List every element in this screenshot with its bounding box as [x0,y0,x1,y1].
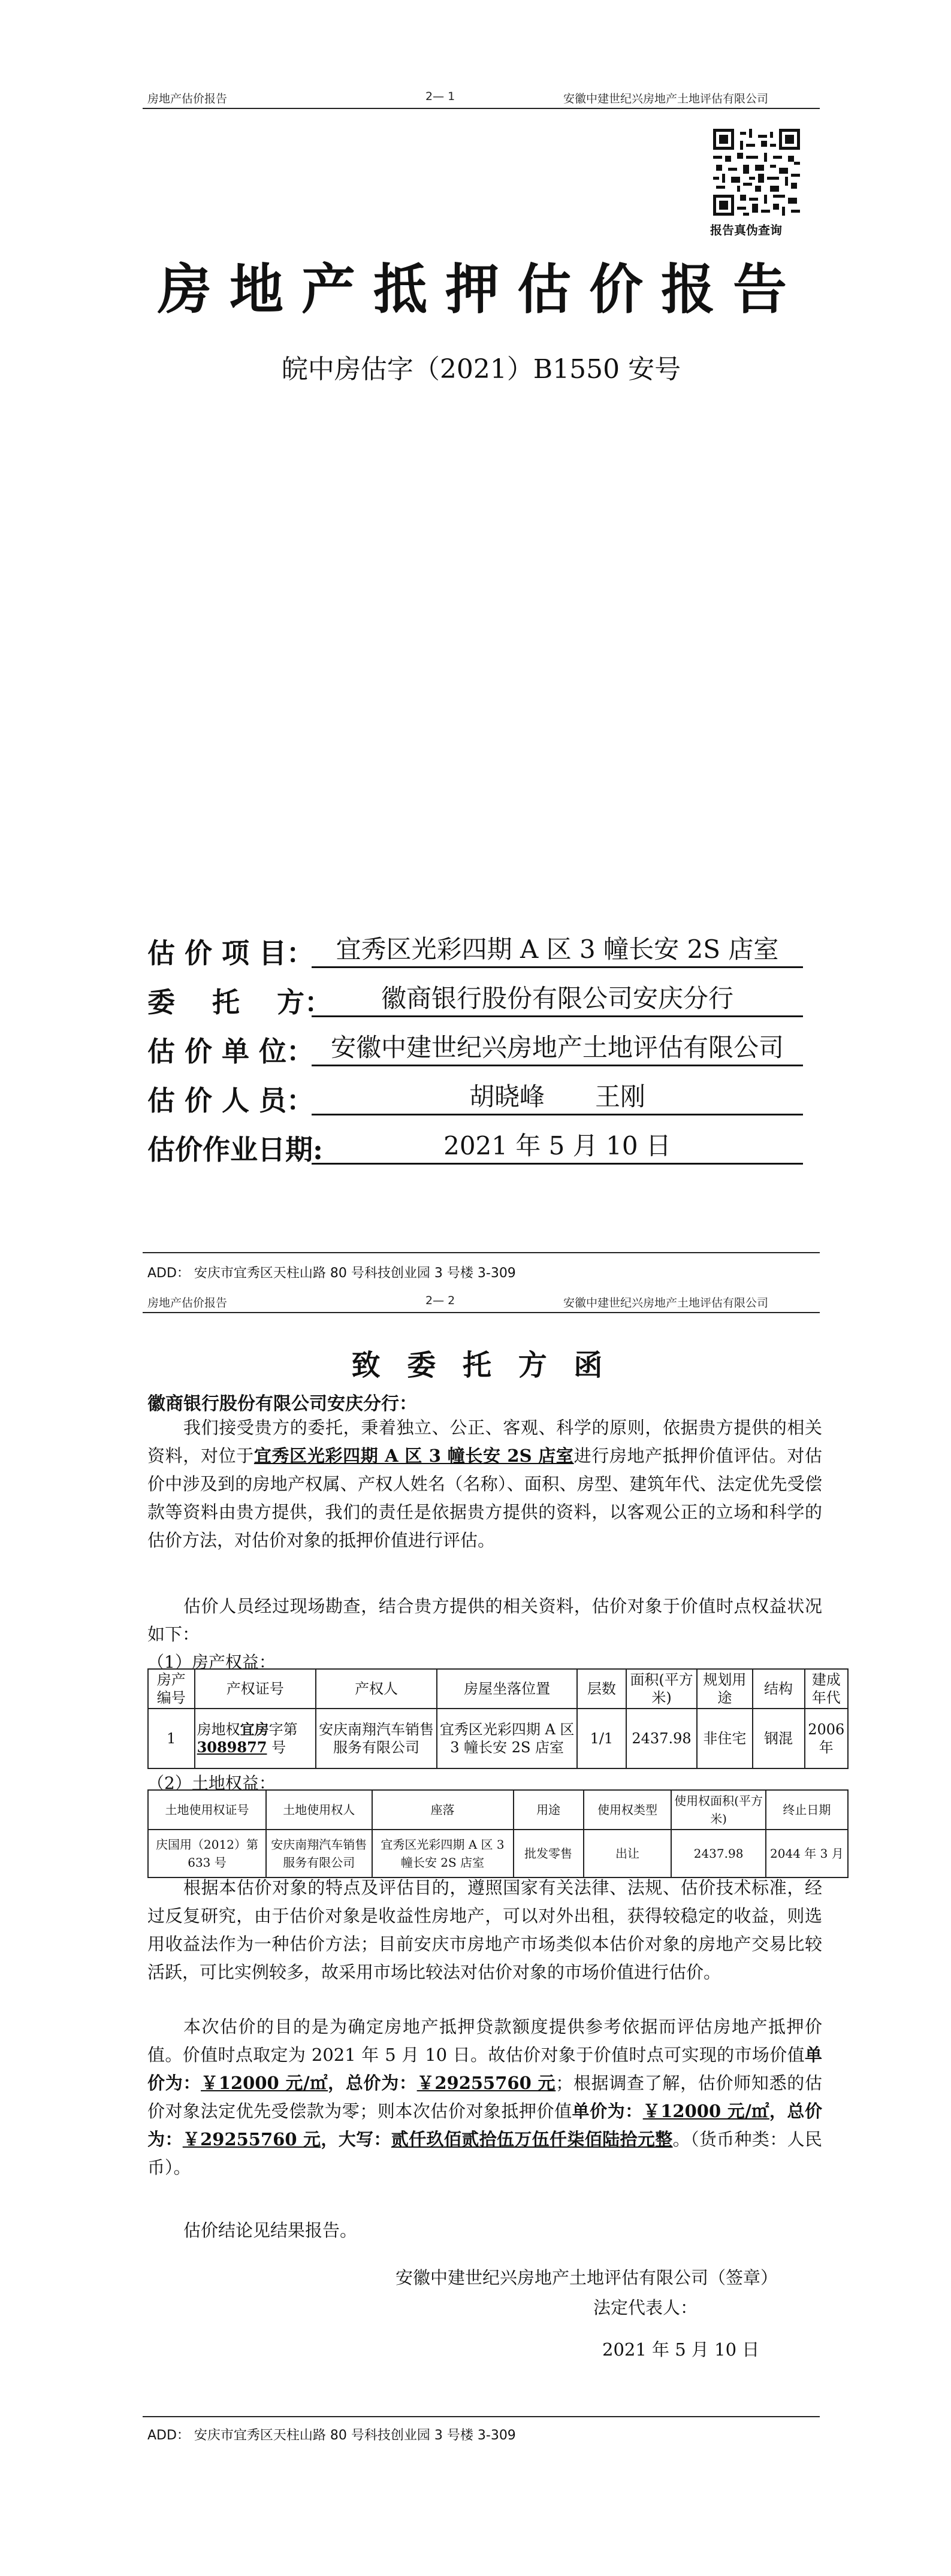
report-number: 皖中房估字（2021）B1550 安号 [281,354,681,385]
footer-rule [143,2416,820,2417]
paragraph-intro: 我们接受贵方的委托，秉着独立、公正、客观、科学的原则，依据贵方提供的相关资料，对位于宜秀区光彩四期 A 区 3 幢长安 2S 店室进行房地产抵押价值评估。对估价中涉及到的房地产权属、产权人姓名（名称）、面积、房型、建筑年代、法定优先受偿款等资料由贵方提供，我们的责任是依据贵方提供的资料，以客观公正的立场和科学的估价方法，对估价对象的抵押价值进行评估。 [147,1417,822,1550]
table-row: 庆国用（2012）第 633 号 安庆南翔汽车销售服务有限公司 宜秀区光彩四期 A 区 3 幢长安 2S 店室 批发零售 出让 2437.98 2044 年 3 月 [148,1830,848,1877]
header-page-number: 2— 1 [425,90,455,103]
land-rights-table [147,1789,849,1878]
signature-representative: 法定代表人： [593,2297,698,2318]
field-label-project: 估 价 项 目： [147,937,315,969]
header-right: 安徽中建世纪兴房地产土地评估有限公司 [563,1296,769,1310]
field-value-client: 徽商银行股份有限公司安庆分行 [312,982,803,1017]
house-rights-table [147,1668,849,1769]
property-location: 宜秀区光彩四期 A 区 3 幢长安 2S 店室 [253,1446,574,1466]
header-left: 房地产估价报告 [147,1296,228,1310]
letter-title: 致 委 托 方 函 [351,1349,611,1382]
paragraph-method: 根据本估价对象的特点及评估目的，遵照国家有关法律、法规、估价技术标准，经过反复研究，由于估价对象是收益性房地产，可以对外出租，获得较稳定的收益，则选用收益法作为一种估价方法；目前安庆市房地产市场类似本估价对象的房地产交易比较活跃，可比实例较多，故采用市场比较法对估价对象的市场价值进行估价。 [147,1877,822,1982]
field-label-appraisers: 估 价 人 员： [147,1084,315,1117]
land-rights-caption: （2）土地权益： [147,1773,276,1793]
field-value-date: 2021 年 5 月 10 日 [312,1129,803,1165]
field-value-appraisers: 胡晓峰 王刚 [312,1080,803,1115]
table-row: 1 房地权宜房字第 3089877 号 安庆南翔汽车销售服务有限公司 宜秀区光彩四期 A 区 3 幢长安 2S 店室 1/1 2437.98 非住宅 钢混 2006 年 [148,1709,848,1768]
mortgage-total-price: ￥29255760 元 [182,2129,321,2149]
field-label-client: 委 托 方： [147,986,333,1018]
table-header-row: 房产编号 产权证号 产权人 房屋坐落位置 层数 面积(平方米) 规划用途 结构 建成年代 [148,1669,848,1709]
footer-rule [143,1252,820,1253]
total-price-in-words: 贰仟玖佰贰拾伍万伍仟柒佰陆拾元整 [391,2129,673,2149]
footer-address: ADD： 安庆市宜秀区天柱山路 80 号科技创业园 3 号楼 3-309 [147,1266,516,1281]
signature-date: 2021 年 5 月 10 日 [602,2339,760,2360]
unit-price: ￥12000 元/㎡ [201,2073,328,2093]
total-price: ￥29255760 元 [416,2073,556,2093]
header-right: 安徽中建世纪兴房地产土地评估有限公司 [563,92,769,105]
paragraph-see-results: 估价结论见结果报告。 [183,2220,358,2241]
footer-address: ADD： 安庆市宜秀区天柱山路 80 号科技创业园 3 号楼 3-309 [147,2428,516,2443]
mortgage-unit-price: ￥12000 元/㎡ [642,2101,769,2121]
qr-code-icon[interactable] [713,129,800,216]
header-rule [143,108,820,109]
signature-company: 安徽中建世纪兴房地产土地评估有限公司（签章） [396,2267,778,2288]
header-rule [143,1312,820,1313]
table-header-row: 土地使用权证号 土地使用权人 座落 用途 使用权类型 使用权面积(平方米) 终止日期 [148,1790,848,1830]
qr-caption: 报告真伪查询 [710,223,782,237]
field-label-date: 估价作业日期: [147,1133,323,1166]
header-left: 房地产估价报告 [147,92,228,105]
addressee: 徽商银行股份有限公司安庆分行： [147,1393,417,1414]
field-value-project: 宜秀区光彩四期 A 区 3 幢长安 2S 店室 [312,933,803,968]
header-page-number: 2— 2 [425,1294,455,1307]
field-label-appraiser-firm: 估 价 单 位： [147,1035,315,1068]
paragraph-conclusion: 本次估价的目的是为确定房地产抵押贷款额度提供参考依据而评估房地产抵押价值。价值时点取定为 2021 年 5 月 10 日。故估价对象于价值时点可实现的市场价值单价为：￥12000 元/㎡，总价为：￥29255760 元；根据调查了解，估价师知悉的估价对象法定优先受偿款为零；则本次估价对象抵押价值单价为：￥12000 元/㎡，总价为：￥29255760 元，大写：贰仟玖佰贰拾伍万伍仟柒佰陆拾元整。（货币种类：人民币）。 [147,2016,822,2178]
field-value-appraiser-firm: 安徽中建世纪兴房地产土地评估有限公司 [312,1031,803,1066]
report-title: 房地产抵押估价报告 [158,258,805,321]
paragraph-survey: 估价人员经过现场勘查，结合贵方提供的相关资料，估价对象于价值时点权益状况如下： [147,1596,822,1644]
house-rights-caption: （1）房产权益： [147,1652,276,1672]
